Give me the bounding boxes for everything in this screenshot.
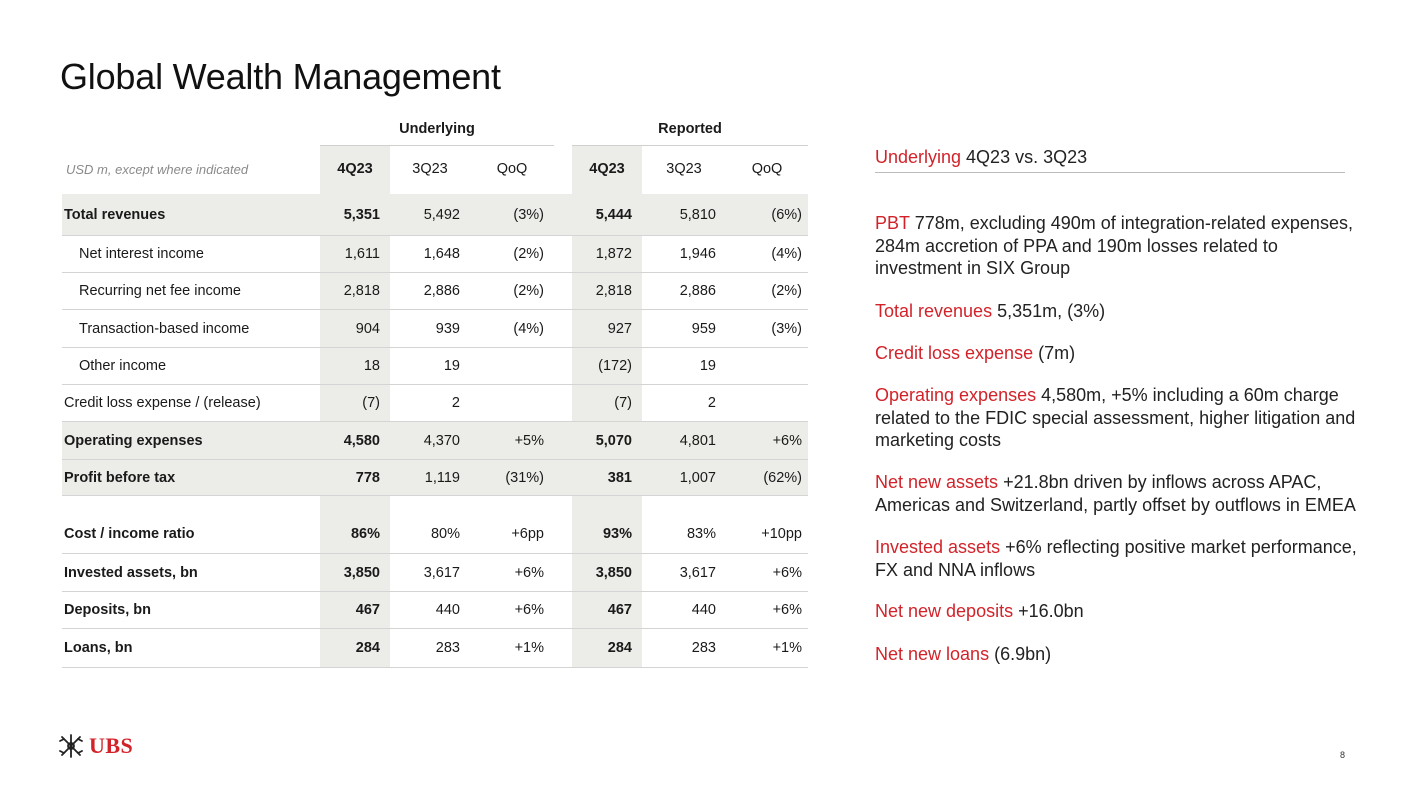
cell-value: (62%) <box>763 469 802 486</box>
commentary-item-total-revenues <box>875 300 1365 323</box>
row-label: Net interest income <box>79 246 204 262</box>
table-row-profit-before-tax <box>62 460 808 496</box>
cell-value: 778 <box>355 469 380 486</box>
cell-value: 467 <box>607 602 632 618</box>
cell-value: +6% <box>514 564 544 581</box>
cell-value: 4,370 <box>423 432 460 449</box>
cell-value: 381 <box>607 469 632 486</box>
col-underlying-qoq: QoQ <box>496 161 528 177</box>
table-row-recurring-net-fee-income <box>62 273 808 310</box>
commentary-text: 5,351m, (3%) <box>992 301 1106 321</box>
commentary-item-pbt <box>875 212 1365 280</box>
cell-value: 284 <box>607 640 632 656</box>
commentary-key: Net new assets <box>875 472 999 492</box>
cell-value: +6% <box>514 602 544 618</box>
cell-value: (2%) <box>771 283 802 299</box>
cell-value: (3%) <box>771 320 802 337</box>
row-label: Profit before tax <box>64 469 176 486</box>
cell-value: +6% <box>772 432 802 449</box>
cell-value: 86% <box>350 525 380 542</box>
row-label: Cost / income ratio <box>64 525 195 542</box>
cell-value <box>726 348 808 384</box>
unit-label: USD m, except where indicated <box>66 161 249 177</box>
keys-icon <box>58 733 84 759</box>
commentary-item-operating-expenses <box>875 384 1365 452</box>
commentary-key: Total revenues <box>875 301 993 321</box>
cell-value: 1,648 <box>423 246 460 262</box>
commentary-item-net-new-loans <box>875 643 1365 666</box>
cell-value: 93% <box>602 525 632 542</box>
cell-value: +1% <box>514 640 544 656</box>
commentary-header-red: Underlying <box>875 147 962 167</box>
table-row-deposits <box>62 592 808 629</box>
row-label: Recurring net fee income <box>79 283 241 299</box>
cell-value: (2%) <box>513 283 544 299</box>
table-row-net-interest-income <box>62 236 808 273</box>
cell-value: 5,810 <box>679 206 716 223</box>
table-row-credit-loss-expense <box>62 385 808 422</box>
cell-value: (4%) <box>513 320 544 337</box>
column-header-row <box>62 146 808 192</box>
cell-value: +1% <box>772 640 802 656</box>
cell-value: 2,886 <box>679 283 716 299</box>
cell-value: 3,617 <box>679 564 716 581</box>
cell-value: 959 <box>691 320 716 337</box>
cell-value: +5% <box>514 432 544 449</box>
row-label: Operating expenses <box>64 432 203 449</box>
cell-value: 904 <box>355 320 380 337</box>
commentary-key: Operating expenses <box>875 385 1037 405</box>
cell-value: 1,946 <box>679 246 716 262</box>
cell-value: +6% <box>772 564 802 581</box>
commentary-header-rest: 4Q23 vs. 3Q23 <box>961 147 1088 167</box>
cell-value: (7) <box>614 395 632 411</box>
cell-value: 2,818 <box>595 283 632 299</box>
commentary-text: +16.0bn <box>1013 601 1084 621</box>
commentary-header <box>875 146 1345 173</box>
cell-value: 467 <box>355 602 380 618</box>
reported-group-header: Reported <box>572 116 808 146</box>
cell-value: 1,872 <box>595 246 632 262</box>
table-row-total-revenues <box>62 194 808 236</box>
commentary-text: 778m, excluding 490m of integration-related expenses, 284m accretion of PPA and 190m losses related to investment in SIX Group <box>875 213 1353 278</box>
page-number: 8 <box>1340 750 1346 760</box>
commentary-item-credit-loss <box>875 342 1365 365</box>
table-row-cost-income-ratio <box>62 514 808 554</box>
commentary-text: 4,580m, +5% including a 60m charge related to the FDIC special assessment, higher litigation and marketing costs <box>875 385 1356 450</box>
cell-value: +10pp <box>761 525 802 542</box>
cell-value: 1,611 <box>344 246 380 262</box>
cell-value: (6%) <box>771 206 802 223</box>
cell-value: 2,886 <box>423 283 460 299</box>
row-label: Total revenues <box>64 206 166 223</box>
cell-value: (2%) <box>513 246 544 262</box>
col-underlying-3q23: 3Q23 <box>412 161 448 177</box>
cell-value: 2,818 <box>343 283 380 299</box>
page-title: Global Wealth Management <box>60 56 501 97</box>
cell-value: 284 <box>355 640 380 656</box>
row-label: Loans, bn <box>64 640 133 656</box>
cell-value: 2 <box>451 395 460 411</box>
cell-value: 19 <box>443 358 460 374</box>
cell-value: 440 <box>435 602 460 618</box>
row-label: Deposits, bn <box>64 602 152 618</box>
commentary-key: Invested assets <box>875 537 1001 557</box>
cell-value: 3,850 <box>595 564 632 581</box>
cell-value: 80% <box>430 525 460 542</box>
ubs-logo <box>58 733 133 759</box>
underlying-group-header: Underlying <box>320 116 554 146</box>
cell-value: 1,119 <box>424 469 460 486</box>
cell-value: 283 <box>691 640 716 656</box>
row-label: Other income <box>79 358 167 374</box>
cell-value: 5,444 <box>595 206 632 223</box>
commentary-item-net-new-deposits <box>875 600 1365 623</box>
cell-value <box>470 348 554 384</box>
commentary-text: +21.8bn driven by inflows across APAC, Americas and Switzerland, partly offset by outflows in EMEA <box>875 472 1356 515</box>
commentary-item-net-new-assets <box>875 471 1365 516</box>
cell-value: 3,617 <box>423 564 460 581</box>
cell-value: 5,351 <box>343 206 380 223</box>
table-row-loans <box>62 629 808 668</box>
cell-value: +6pp <box>511 525 544 542</box>
cell-value: 5,492 <box>423 206 460 223</box>
cell-value: 1,007 <box>679 469 716 486</box>
cell-value: 83% <box>686 525 716 542</box>
row-label: Transaction-based income <box>79 320 250 337</box>
cell-value: (7) <box>362 395 380 411</box>
cell-value: 927 <box>607 320 632 337</box>
cell-value: 440 <box>691 602 716 618</box>
cell-value: 2 <box>707 395 716 411</box>
col-reported-4q23: 4Q23 <box>589 161 625 177</box>
row-label: Credit loss expense / (release) <box>64 395 261 411</box>
cell-value: +6% <box>772 602 802 618</box>
commentary-text: (6.9bn) <box>989 644 1052 664</box>
cell-value: 939 <box>435 320 460 337</box>
row-label: Invested assets, bn <box>64 564 198 581</box>
cell-value: (4%) <box>771 246 802 262</box>
commentary-key: PBT <box>875 213 910 233</box>
cell-value: 4,801 <box>679 432 716 449</box>
commentary-key: Net new deposits <box>875 601 1014 621</box>
cell-value <box>470 385 554 421</box>
cell-value: 19 <box>699 358 716 374</box>
cell-value: 283 <box>435 640 460 656</box>
col-reported-3q23: 3Q23 <box>666 161 702 177</box>
commentary-item-invested-assets <box>875 536 1365 581</box>
table-row-invested-assets <box>62 554 808 592</box>
table-row-other-income <box>62 348 808 385</box>
commentary-text: +6% reflecting positive market performance, FX and NNA inflows <box>875 537 1357 580</box>
cell-value: 3,850 <box>343 564 380 581</box>
commentary-text: (7m) <box>1033 343 1076 363</box>
logo-text: UBS <box>89 733 134 758</box>
cell-value: 4,580 <box>343 432 380 449</box>
cell-value: 18 <box>363 358 380 374</box>
commentary-key: Net new loans <box>875 644 990 664</box>
cell-value: (31%) <box>505 469 544 486</box>
table-row-operating-expenses <box>62 422 808 460</box>
commentary-key: Credit loss expense <box>875 343 1034 363</box>
cell-value <box>726 385 808 421</box>
cell-value: 5,070 <box>595 432 632 449</box>
cell-value: (172) <box>598 358 632 374</box>
table-row-transaction-based-income <box>62 310 808 348</box>
cell-value: (3%) <box>513 206 544 223</box>
col-underlying-4q23: 4Q23 <box>337 161 373 177</box>
col-reported-qoq: QoQ <box>751 161 783 177</box>
